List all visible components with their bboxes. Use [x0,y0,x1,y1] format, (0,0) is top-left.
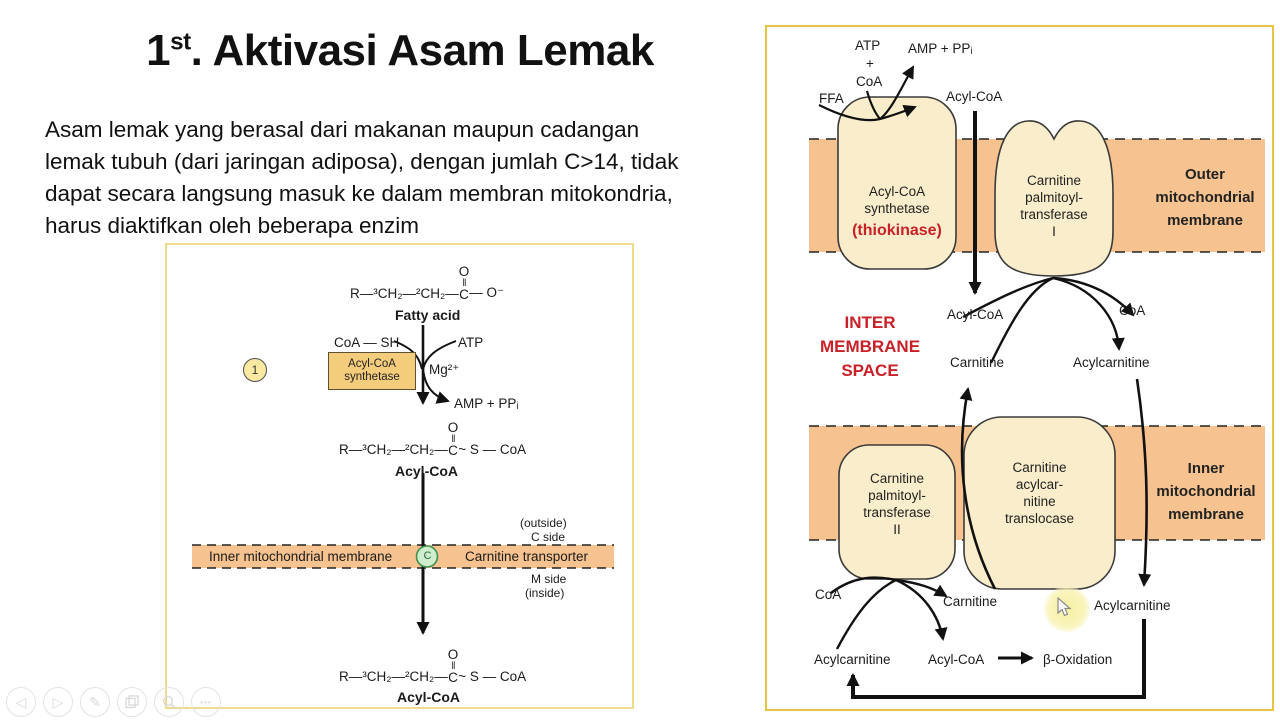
previous-icon: ◁ [15,693,27,710]
enzyme-name-line2: synthetase [344,371,400,383]
paragraph-line: Asam lemak yang berasal dari makanan maupun cadangan [45,117,640,142]
coa-sh-label: CoA — SH [334,335,400,350]
page-title [60,26,740,76]
membrane-label-line: Outer [1184,166,1225,183]
acyl-coa-label: Acyl-CoA [395,463,459,479]
membrane-label-line: membrane [1168,506,1244,523]
protein-name-line: acylcar- [1015,477,1064,492]
coa-label: CoA [815,587,842,602]
protein-name-line: Carnitine [1026,173,1082,188]
acylcarnitine-label: Acylcarnitine [1094,598,1171,613]
bond-suffix: — O⁻ [469,285,505,300]
paragraph-line: lemak tubuh (dari jaringan adiposa), dengan jumlah C>14, tidak [45,149,679,174]
inside-label: (inside) [525,586,565,600]
plus-sign: + [866,56,874,71]
acylcarnitine-label: Acylcarnitine [1073,355,1150,370]
ims-label-line: INTER [844,313,896,332]
fatty-acid-structure [350,265,504,301]
membrane-label-line: membrane [1167,212,1243,229]
carnitine-label: Carnitine [943,594,998,609]
next-slide-button[interactable] [43,687,73,717]
pen-tool-button[interactable] [80,687,110,717]
acyl-coa-structure-matrix [339,648,526,684]
mg-cofactor-label: Mg²⁺ [429,362,460,377]
thiokinase-label: (thiokinase) [852,222,942,239]
carnitine-transporter-label: Carnitine transporter [465,549,589,564]
double-bond: ‖ [462,277,466,289]
protein-name-line: palmitoyl- [1025,190,1083,205]
fatty-acid-label: Fatty acid [395,307,461,323]
protein-name-line: Acyl-CoA [868,184,926,199]
protein-name-line: translocase [1004,511,1075,526]
atp-label: ATP [855,38,881,53]
amp-ppi-label: AMP + PPᵢ [454,396,519,411]
ims-label-line: MEMBRANE [819,337,921,356]
inner-membrane-label: Inner mitochondrial membrane [209,549,393,564]
pen-icon: ✎ [89,693,101,710]
pointer-highlight [1044,586,1090,632]
slides-icon [125,695,139,709]
fatty-acid-activation-figure [165,243,634,709]
carbonyl-oxygen: O [447,647,459,662]
cpt1-protein [995,172,1113,240]
m-side-label: M side [531,572,567,586]
bond-suffix: ~ S — CoA [458,669,527,684]
acyl-coa-label: Acyl-CoA [397,689,461,705]
ffa-label: FFA [819,91,844,106]
previous-slide-button[interactable] [6,687,36,717]
carbonyl-carbon: C [448,669,458,685]
step-number-badge: 1 [243,358,267,382]
bond-suffix: ~ S — CoA [458,442,527,457]
protein-name-line: transferase [863,505,931,520]
cpt2-protein [839,470,955,538]
chain-prefix: R—³CH₂—²CH₂— [339,442,448,457]
paragraph-line: harus diaktifkan oleh beberapa enzim [45,213,419,238]
acyl-coa-synthetase-protein [838,183,956,239]
outside-label: (outside) [520,516,567,530]
coa-label: CoA [856,74,883,89]
chain-prefix: R—³CH₂—²CH₂— [339,669,448,684]
acyl-coa-label: Acyl-CoA [947,307,1004,322]
intermembrane-space-label [803,311,937,383]
carnitine-label: Carnitine [950,355,1005,370]
protein-name-line: Carnitine [869,471,925,486]
slide-overview-button[interactable] [117,687,147,717]
next-icon: ▷ [52,693,64,710]
protein-name-line: synthetase [864,201,930,216]
carnitine-transporter-circle: C [423,550,432,562]
acylcarnitine-label: Acylcarnitine [814,652,891,667]
acyl-coa-structure [339,421,526,457]
mouse-cursor-icon [1057,597,1073,617]
enzyme-name-line1: Acyl-CoA [348,358,396,370]
title-number: 1 [146,26,171,75]
zoom-tool-button[interactable] [154,687,184,717]
paragraph-line: dapat secara langsung masuk ke dalam membran mitokondria, [45,181,673,206]
carbonyl-oxygen: O [447,420,459,435]
chain-prefix: R—³CH₂—²CH₂— [350,286,459,301]
translocase-protein [964,459,1115,527]
membrane-label-line: mitochondrial [1155,189,1255,206]
intro-paragraph [45,114,679,242]
membrane-label-line: mitochondrial [1156,483,1256,500]
coa-label: CoA [1119,303,1146,318]
c-side-label: C side [531,530,566,544]
magnifier-icon [162,695,177,710]
double-bond: ‖ [451,433,455,445]
acyl-coa-synthetase-box [328,352,416,390]
carbonyl-oxygen: O [458,264,470,279]
more-options-icon: ••• [200,697,212,707]
title-ordinal: st [170,28,191,56]
double-bond: ‖ [451,660,455,672]
protein-name-line: II [893,522,901,537]
carbonyl-carbon: C [459,286,469,302]
more-options-button[interactable] [191,687,221,717]
atp-label: ATP [458,335,484,350]
acyl-coa-label: Acyl-CoA [928,652,985,667]
inner-membrane-label [1147,457,1265,526]
ims-label-line: SPACE [841,361,899,380]
acyl-coa-label: Acyl-CoA [946,89,1003,104]
carbonyl-carbon: C [448,442,458,458]
title-rest: . Aktivasi Asam Lemak [190,26,654,75]
carnitine-shuttle-figure [765,25,1274,711]
beta-oxidation-label: β-Oxidation [1043,652,1113,667]
protein-name-line: palmitoyl- [868,488,926,503]
protein-name-line: I [1052,224,1056,239]
protein-name-line: Carnitine [1012,460,1067,475]
amp-ppi-label: AMP + PPᵢ [908,41,973,56]
membrane-label-line: Inner [1187,460,1225,477]
protein-name-line: nitine [1023,494,1056,509]
protein-name-line: transferase [1020,207,1088,222]
outer-membrane-label [1145,163,1265,232]
